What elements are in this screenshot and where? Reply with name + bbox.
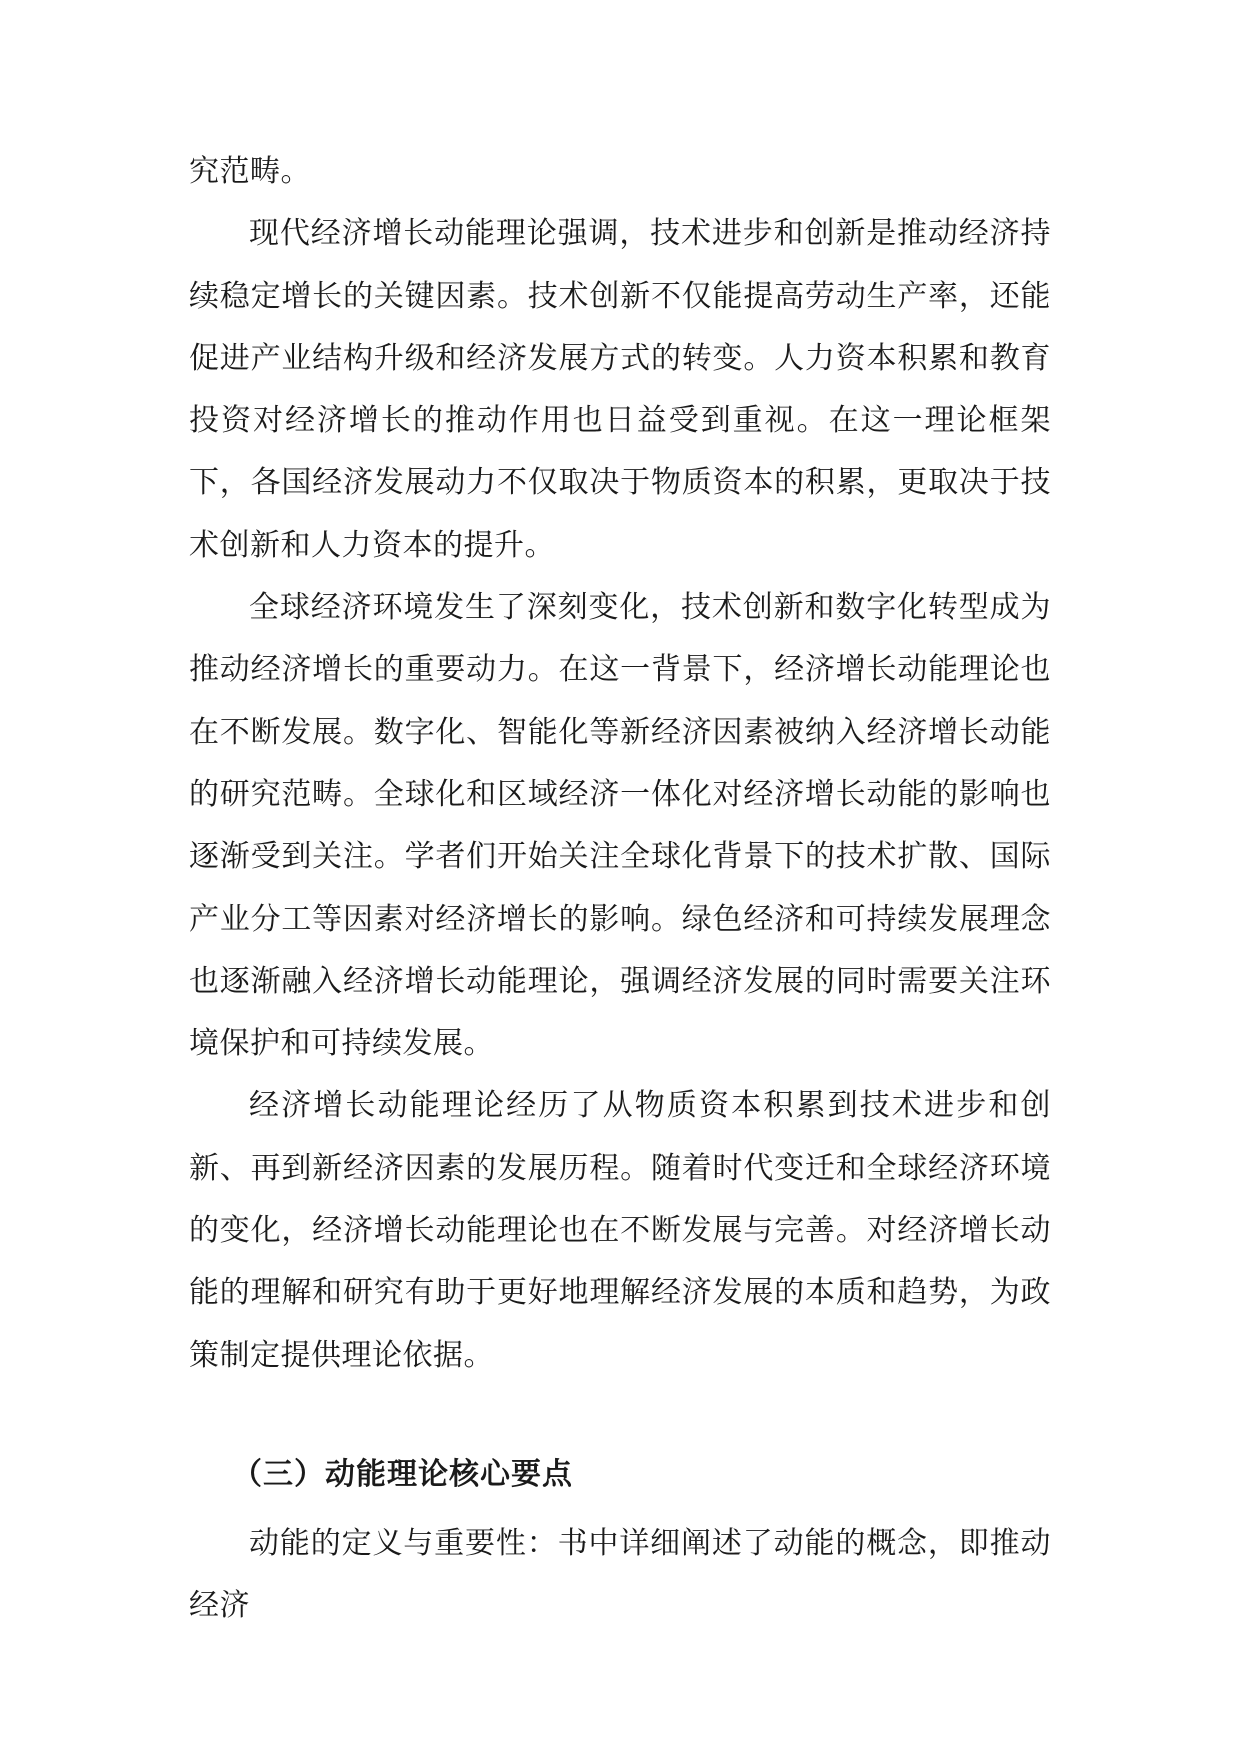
paragraph-definition: 动能的定义与重要性：书中详细阐述了动能的概念，即推动经济 bbox=[189, 1526, 1051, 1624]
section-heading: （三）动能理论核心要点 bbox=[232, 1457, 573, 1492]
paragraph-modern-theory: 现代经济增长动能理论强调，技术进步和创新是推动经济持续稳定增长的关键因素。技术创新不仅能提高劳动生产率，还能促进产业结构升级和经济发展方式的转变。人力资本积累和教育投资对经济增长的推动作用也日益受到重视。在这一理论框架下，各国经济发展动力不仅取决于物质资本的积累，更取决于技术创新和人力资本的提升。 bbox=[189, 216, 1051, 563]
paragraph-global-environment: 全球经济环境发生了深刻变化，技术创新和数字化转型成为推动经济增长的重要动力。在这一背景下，经济增长动能理论也在不断发展。数字化、智能化等新经济因素被纳入经济增长动能的研究范畴。全球化和区域经济一体化对经济增长动能的影响也逐渐受到关注。学者们开始关注全球化背景下的技术扩散、国际产业分工等因素对经济增长的影响。绿色经济和可持续发展理念也逐渐融入经济增长动能理论，强调经济发展的同时需要关注环境保护和可持续发展。 bbox=[189, 590, 1051, 1062]
paragraph-theory-history: 经济增长动能理论经历了从物质资本积累到技术进步和创新、再到新经济因素的发展历程。随着时代变迁和全球经济环境的变化，经济增长动能理论也在不断发展与完善。对经济增长动能的理解和研究有助于更好地理解经济发展的本质和趋势，为政策制定提供理论依据。 bbox=[189, 1088, 1051, 1373]
paragraph-continuation: 究范畴。 bbox=[189, 154, 311, 189]
body-text bbox=[189, 141, 1051, 1387]
section-body-text bbox=[189, 1513, 1051, 1638]
